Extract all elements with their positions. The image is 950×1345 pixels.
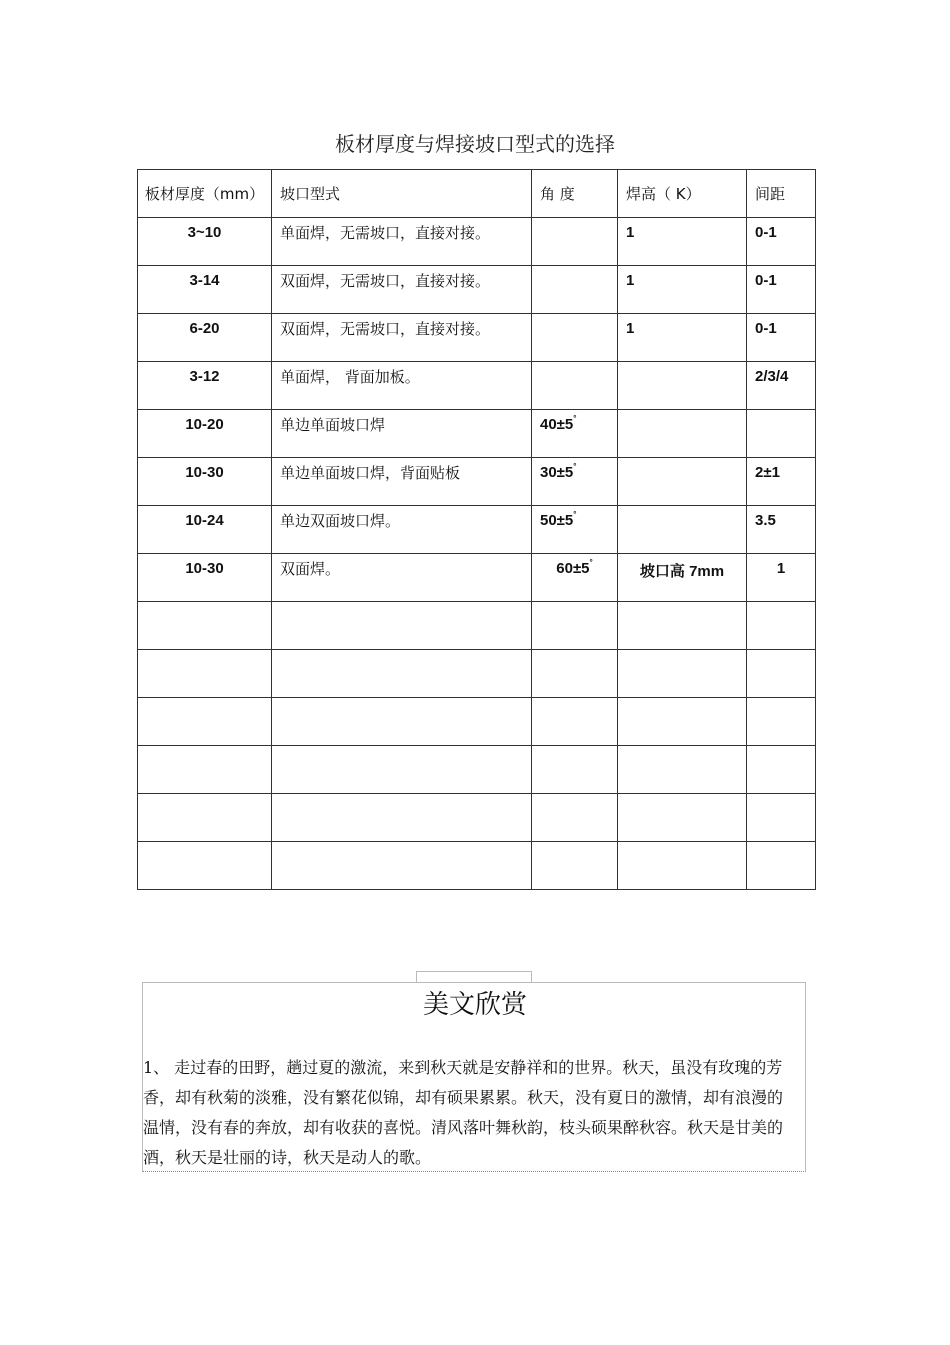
cell-gap [747, 602, 816, 650]
cell-groove-type [272, 698, 532, 746]
cell-groove-type [272, 746, 532, 794]
cell-groove-type [272, 842, 532, 890]
cell-thickness [138, 746, 272, 794]
table-row [138, 698, 816, 746]
cell-angle [532, 746, 618, 794]
essay-title: 美文欣赏 [422, 990, 527, 1020]
cell-gap-text: 1 [776, 560, 786, 577]
cell-weld-height [618, 650, 747, 698]
cell-gap [747, 218, 816, 266]
cell-angle [532, 698, 618, 746]
cell-weld-height-text: 1 [626, 272, 635, 289]
cell-gap-text: 2/3/4 [755, 368, 789, 385]
cell-thickness [138, 314, 272, 362]
cell-weld-height [618, 506, 747, 554]
cell-angle [532, 602, 618, 650]
cell-angle [532, 842, 618, 890]
table-row [138, 506, 816, 554]
cell-groove-type-text: 双面焊。 [280, 560, 341, 578]
cell-gap-text: 2±1 [755, 464, 780, 481]
cell-angle [532, 314, 618, 362]
cell-angle [532, 794, 618, 842]
cell-groove-type [272, 410, 532, 458]
cell-thickness [138, 794, 272, 842]
cell-gap [747, 362, 816, 410]
cell-groove-type [272, 554, 532, 602]
cell-weld-height-text: 1 [626, 320, 635, 337]
cell-gap [747, 794, 816, 842]
header-gap: 间距 [747, 170, 816, 218]
cell-gap-text: 0-1 [755, 224, 777, 241]
cell-thickness-text: 10-24 [185, 512, 224, 529]
cell-groove-type [272, 650, 532, 698]
header-groove-type: 坡口型式 [272, 170, 532, 218]
cell-groove-type-text: 单边单面坡口焊 [280, 416, 386, 434]
cell-gap [747, 458, 816, 506]
cell-thickness [138, 602, 272, 650]
table-row [138, 554, 816, 602]
cell-weld-height [618, 698, 747, 746]
cell-gap [747, 266, 816, 314]
table-row [138, 266, 816, 314]
cell-groove-type [272, 458, 532, 506]
cell-angle-text: 50±5 [540, 512, 574, 529]
document-title: 板材厚度与焊接坡口型式的选择 [335, 132, 615, 156]
cell-angle-text: 30±5 [540, 464, 574, 481]
cell-gap-text: 3.5 [755, 512, 776, 529]
cell-angle [532, 650, 618, 698]
cell-thickness [138, 410, 272, 458]
table-row [138, 842, 816, 890]
cell-thickness [138, 842, 272, 890]
cell-gap [747, 506, 816, 554]
degree-mark: ° [573, 414, 577, 423]
cell-thickness-text: 3-14 [189, 272, 220, 289]
cell-gap [747, 554, 816, 602]
cell-groove-type [272, 266, 532, 314]
cell-thickness [138, 698, 272, 746]
cell-thickness-text: 3-12 [189, 368, 220, 385]
cell-weld-height [618, 794, 747, 842]
table-row [138, 650, 816, 698]
table-row [138, 458, 816, 506]
welding-groove-table [137, 169, 816, 890]
cell-thickness-text: 3~10 [187, 224, 222, 241]
cell-thickness [138, 266, 272, 314]
cell-angle-text: 40±5 [540, 416, 574, 433]
cell-gap [747, 314, 816, 362]
table-row [138, 410, 816, 458]
cell-angle [532, 266, 618, 314]
cell-weld-height [618, 218, 747, 266]
cell-groove-type-text: 单边双面坡口焊。 [280, 512, 401, 530]
cell-thickness-text: 10-20 [185, 416, 224, 433]
degree-mark: ° [589, 558, 593, 567]
cell-groove-type [272, 506, 532, 554]
cell-thickness [138, 554, 272, 602]
cell-weld-height [618, 746, 747, 794]
cell-weld-height [618, 266, 747, 314]
cell-angle [532, 458, 618, 506]
cell-thickness [138, 458, 272, 506]
table-row [138, 314, 816, 362]
cell-groove-type [272, 602, 532, 650]
cell-thickness-text: 10-30 [185, 560, 224, 577]
cell-groove-type-text: 单面焊， 背面加板。 [280, 368, 420, 386]
table-row [138, 746, 816, 794]
cell-gap-text: 0-1 [755, 320, 777, 337]
cell-gap-text: 0-1 [755, 272, 777, 289]
header-weld-height: 焊高（ K） [618, 170, 747, 218]
cell-groove-type [272, 362, 532, 410]
cell-weld-height [618, 842, 747, 890]
cell-gap [747, 842, 816, 890]
cell-weld-height [618, 362, 747, 410]
cell-angle [532, 506, 618, 554]
cell-groove-type [272, 794, 532, 842]
table-row [138, 602, 816, 650]
table-header-row [138, 170, 816, 218]
cell-angle [532, 410, 618, 458]
cell-gap [747, 746, 816, 794]
cell-weld-height-text: 1 [626, 224, 635, 241]
cell-weld-height-text: 坡口高 7mm [639, 563, 725, 580]
cell-weld-height [618, 554, 747, 602]
cell-angle [532, 362, 618, 410]
cell-angle [532, 554, 618, 602]
cell-thickness [138, 362, 272, 410]
cell-thickness [138, 218, 272, 266]
cell-weld-height [618, 602, 747, 650]
cell-gap [747, 410, 816, 458]
essay-body: 1、 走过春的田野，趟过夏的激流，来到秋天就是安静祥和的世界。秋天，虽没有玫瑰的芳香，却有秋菊的淡雅，没有繁花似锦，却有硕果累累。秋天，没有夏日的激情，却有浪漫的温情，没有春的奔放，却有收获的喜悦。清风落叶舞秋韵，枝头硕果醉秋容。秋天是甘美的酒，秋天是壮丽的诗，秋天是动人的歌。 [143, 1058, 784, 1167]
header-angle: 角 度 [532, 170, 618, 218]
cell-weld-height [618, 410, 747, 458]
degree-mark: ° [573, 462, 577, 471]
cell-thickness-text: 6-20 [189, 320, 220, 337]
cell-groove-type-text: 双面焊，无需坡口，直接对接。 [280, 272, 491, 290]
cell-weld-height [618, 458, 747, 506]
table-row [138, 218, 816, 266]
cell-groove-type-text: 单面焊，无需坡口，直接对接。 [280, 224, 491, 242]
cell-gap [747, 650, 816, 698]
cell-angle-text: 60±5 [556, 560, 590, 577]
table-row [138, 362, 816, 410]
cell-thickness [138, 506, 272, 554]
cell-angle [532, 218, 618, 266]
table-row [138, 794, 816, 842]
cell-groove-type-text: 单边单面坡口焊，背面贴板 [280, 464, 461, 482]
cell-groove-type [272, 218, 532, 266]
header-thickness: 板材厚度（mm） [138, 170, 272, 218]
degree-mark: ° [573, 510, 577, 519]
cell-weld-height [618, 314, 747, 362]
cell-gap [747, 698, 816, 746]
cell-thickness [138, 650, 272, 698]
cell-thickness-text: 10-30 [185, 464, 224, 481]
cell-groove-type [272, 314, 532, 362]
cell-groove-type-text: 双面焊，无需坡口，直接对接。 [280, 320, 491, 338]
